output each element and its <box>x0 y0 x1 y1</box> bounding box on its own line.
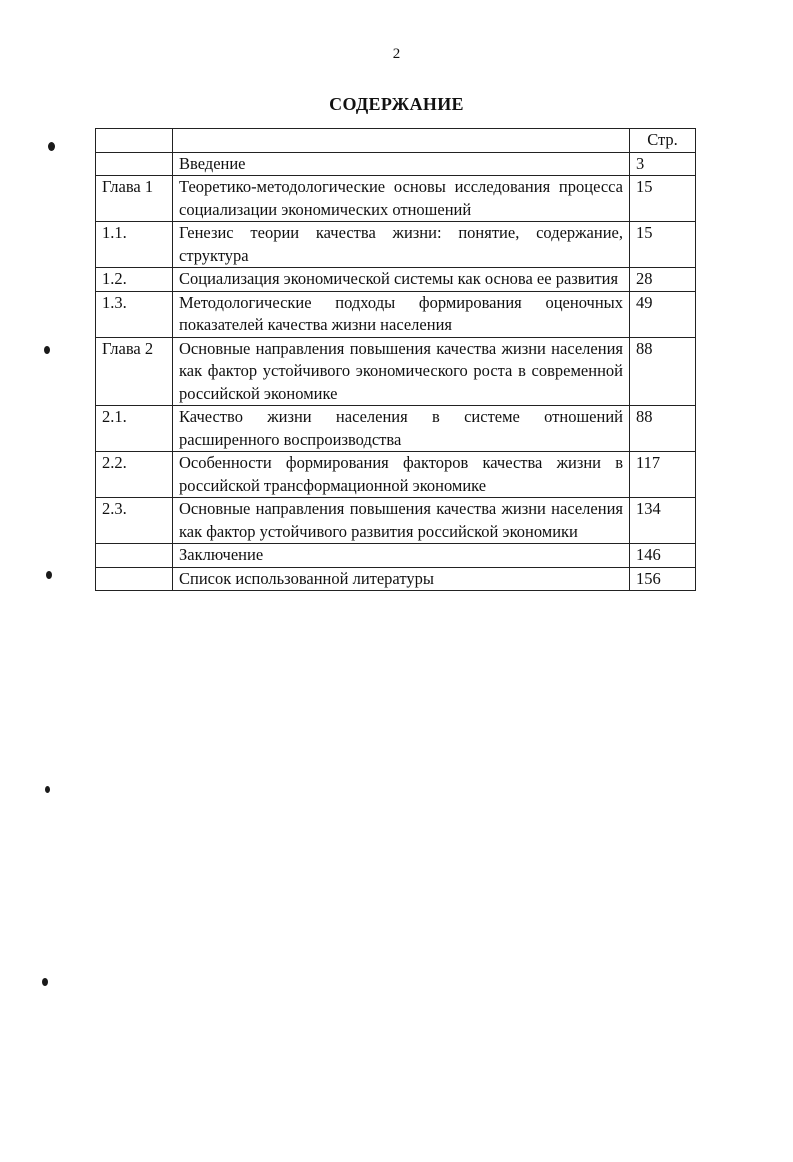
toc-row-title: Генезис теории качества жизни: понятие, содержание, структура <box>173 222 630 268</box>
table-of-contents <box>95 128 696 591</box>
page-number: 2 <box>392 46 401 62</box>
table-row <box>96 498 696 544</box>
toc-row-page: 156 <box>630 567 696 591</box>
table-row <box>96 291 696 337</box>
toc-header-page: Стр. <box>630 129 696 153</box>
toc-row-num: 1.2. <box>96 268 173 292</box>
table-row <box>96 406 696 452</box>
toc-row-page: 15 <box>630 222 696 268</box>
toc-row-page: 49 <box>630 291 696 337</box>
toc-row-page: 28 <box>630 268 696 292</box>
binding-hole-mark <box>45 786 50 793</box>
toc-row-num: 2.2. <box>96 452 173 498</box>
toc-row-page: 15 <box>630 176 696 222</box>
table-row <box>96 268 696 292</box>
toc-row-title: Список использованной литературы <box>173 567 630 591</box>
toc-row-num <box>96 544 173 568</box>
toc-row-title: Заключение <box>173 544 630 568</box>
toc-row-title: Теоретико-методологические основы исследования процесса социализации экономических отношений <box>173 176 630 222</box>
toc-row-title: Методологические подходы формирования оценочных показателей качества жизни населения <box>173 291 630 337</box>
toc-row-num <box>96 152 173 176</box>
toc-row-title: Основные направления повышения качества жизни населения как фактор устойчивого развития российской экономики <box>173 498 630 544</box>
toc-row-num: 1.1. <box>96 222 173 268</box>
table-row <box>96 152 696 176</box>
table-row <box>96 337 696 406</box>
binding-hole-mark <box>46 571 52 579</box>
table-row <box>96 567 696 591</box>
toc-row-page: 88 <box>630 337 696 406</box>
toc-row-page: 3 <box>630 152 696 176</box>
binding-hole-mark <box>48 142 55 151</box>
toc-row-num: 2.3. <box>96 498 173 544</box>
toc-row-num: 1.3. <box>96 291 173 337</box>
toc-row-num: 2.1. <box>96 406 173 452</box>
toc-header-num <box>96 129 173 153</box>
toc-header-title <box>173 129 630 153</box>
binding-hole-mark <box>42 978 48 986</box>
toc-row-page: 117 <box>630 452 696 498</box>
toc-row-title: Качество жизни населения в системе отношений расширенного воспроизводства <box>173 406 630 452</box>
toc-row-page: 88 <box>630 406 696 452</box>
toc-header-row <box>96 129 696 153</box>
page-title: СОДЕРЖАНИЕ <box>329 94 464 114</box>
toc-row-title: Особенности формирования факторов качества жизни в российской трансформационной экономике <box>173 452 630 498</box>
table-row <box>96 452 696 498</box>
toc-row-page: 146 <box>630 544 696 568</box>
toc-row-page: 134 <box>630 498 696 544</box>
table-row <box>96 222 696 268</box>
toc-row-title: Основные направления повышения качества жизни населения как фактор устойчивого экономического роста в современной российской экономике <box>173 337 630 406</box>
toc-row-title: Социализация экономической системы как основа ее развития <box>173 268 630 292</box>
toc-row-num: Глава 1 <box>96 176 173 222</box>
table-row <box>96 544 696 568</box>
table-row <box>96 176 696 222</box>
toc-row-num <box>96 567 173 591</box>
binding-hole-mark <box>44 346 50 354</box>
toc-row-num: Глава 2 <box>96 337 173 406</box>
toc-row-title: Введение <box>173 152 630 176</box>
